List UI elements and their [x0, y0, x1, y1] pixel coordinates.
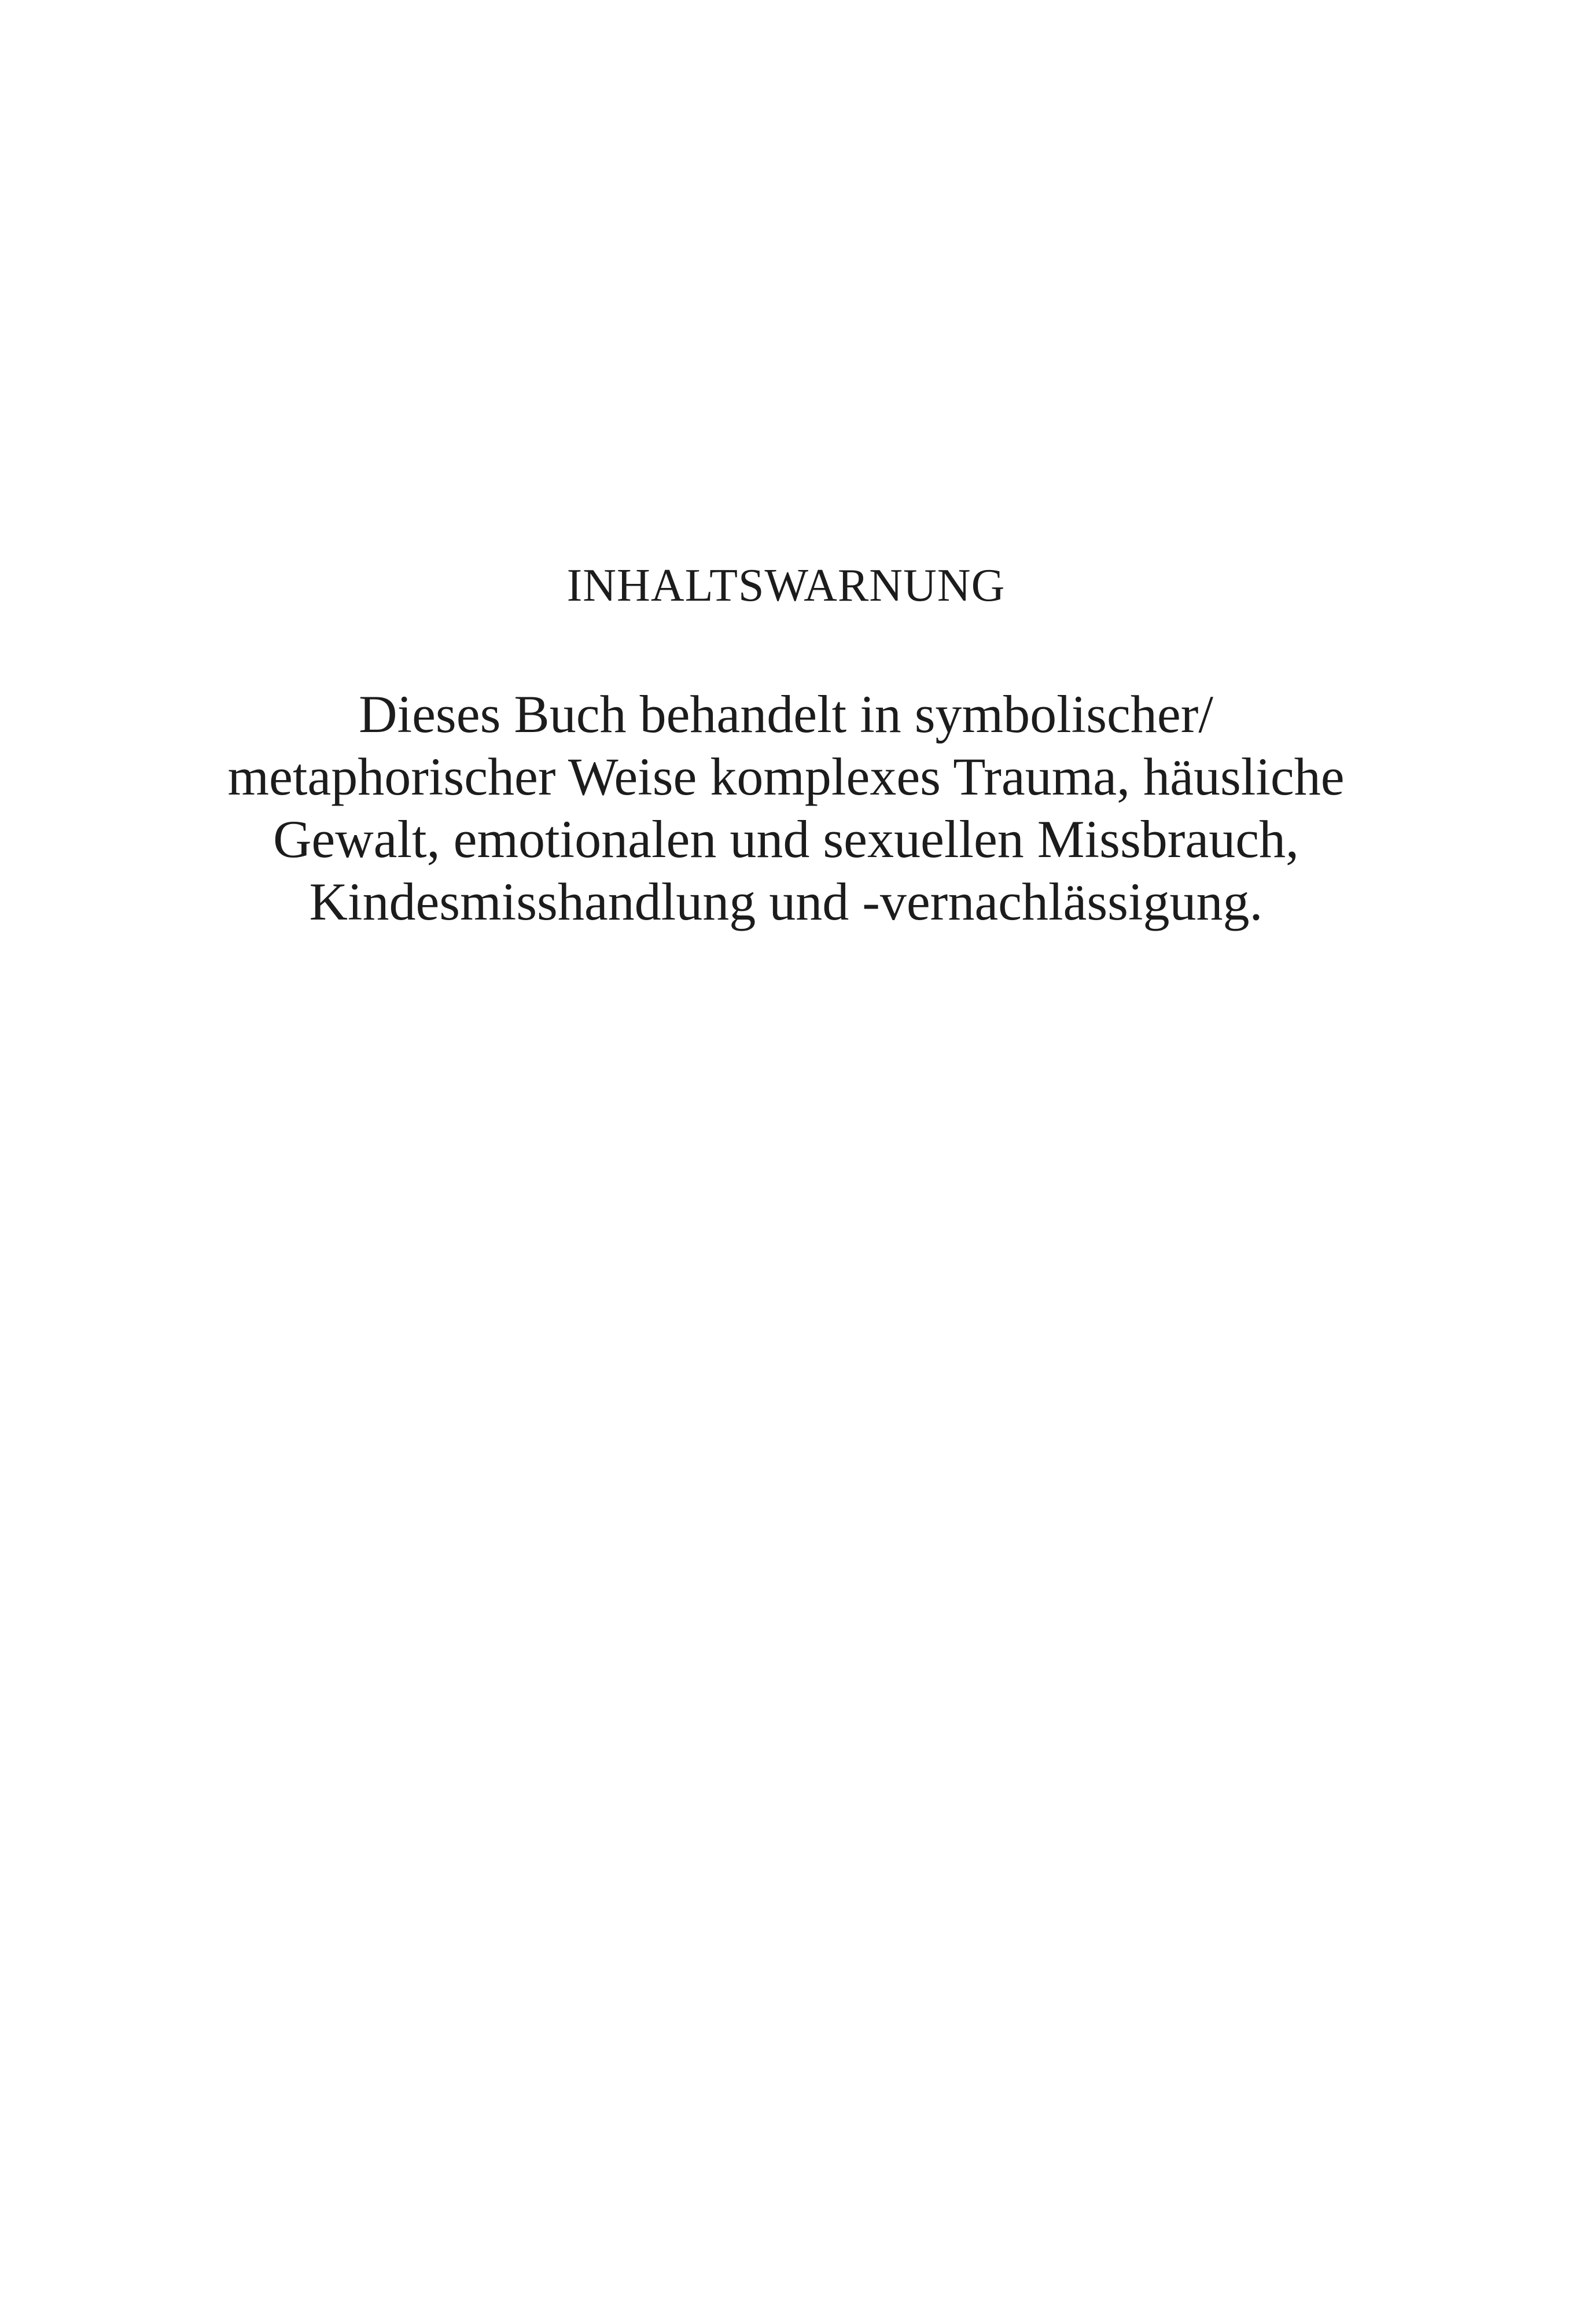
content-warning-line: metaphorischer Weise komplexes Trauma, häusliche	[227, 747, 1345, 806]
content-warning-heading: INHALTSWARNUNG	[566, 560, 1006, 611]
content-warning-line: Dieses Buch behandelt in symbolischer/	[359, 685, 1213, 744]
content-warning-line: Gewalt, emotionalen und sexuellen Missbrauch,	[273, 810, 1299, 869]
content-warning-text	[0, 683, 1572, 933]
content-warning-line: Kindesmisshandlung und -vernachlässigung.	[309, 872, 1263, 931]
